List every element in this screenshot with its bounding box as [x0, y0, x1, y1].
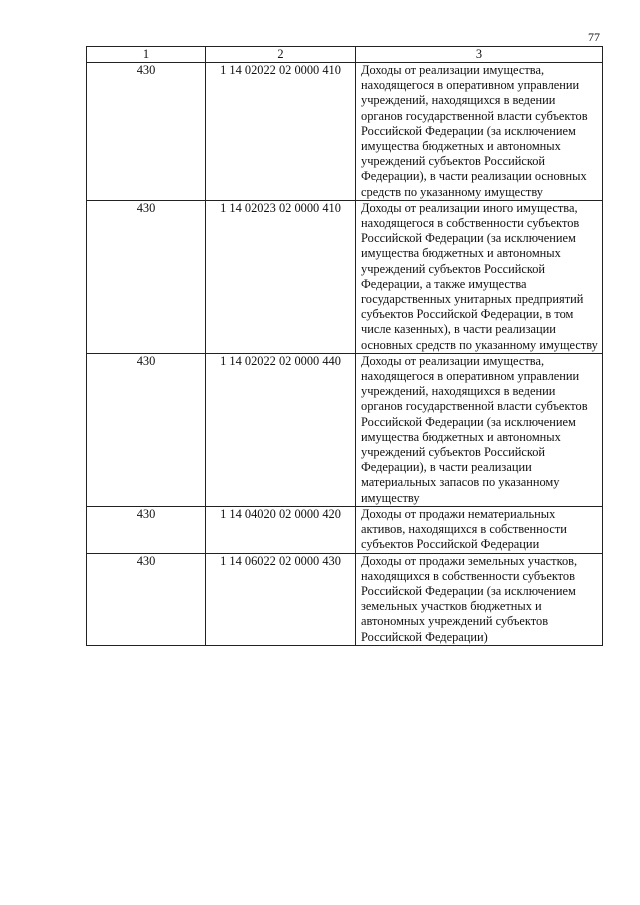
budget-code-cell: 1 14 02023 02 0000 410 [206, 200, 356, 353]
table-row [87, 63, 603, 201]
table-header [87, 47, 603, 63]
description-cell: Доходы от продажи нематериальных активов, находящихся в собственности субъектов Российской Федерации [356, 506, 603, 553]
revenue-codes-table [86, 46, 603, 646]
table-row [87, 353, 603, 506]
budget-code-cell: 1 14 02022 02 0000 410 [206, 63, 356, 201]
header-row [87, 47, 603, 63]
page-number: 77 [588, 30, 600, 44]
table-body [87, 63, 603, 646]
column-header-3: 3 [356, 47, 603, 63]
table-row [87, 553, 603, 645]
description-cell: Доходы от реализации имущества, находящегося в оперативном управлении учреждений, находящихся в ведении органов государственной власти субъектов Российской Федерации (за исключением имущества бюджетных и автономных учреждений субъектов Российской Федерации), в части реализации основных средств по указанному имуществу [356, 63, 603, 201]
budget-code-cell: 1 14 04020 02 0000 420 [206, 506, 356, 553]
description-cell: Доходы от реализации иного имущества, находящегося в собственности субъектов Российской Федерации (за исключением имущества бюджетных и автономных учреждений субъектов Российской Федерации, а также имущества государственных унитарных предприятий субъектов Российской Федерации, в том числе казенных), в части реализации основных средств по указанному имуществу [356, 200, 603, 353]
column-header-1: 1 [87, 47, 206, 63]
budget-code-cell: 1 14 02022 02 0000 440 [206, 353, 356, 506]
table-row [87, 200, 603, 353]
budget-code-cell: 1 14 06022 02 0000 430 [206, 553, 356, 645]
admin-code-cell: 430 [87, 506, 206, 553]
admin-code-cell: 430 [87, 353, 206, 506]
description-cell: Доходы от продажи земельных участков, находящихся в собственности субъектов Российской Федерации (за исключением земельных участков бюджетных и автономных учреждений субъектов Российской Федерации) [356, 553, 603, 645]
admin-code-cell: 430 [87, 63, 206, 201]
description-cell: Доходы от реализации имущества, находящегося в оперативном управлении учреждений, находящихся в ведении органов государственной власти субъектов Российской Федерации (за исключением имущества бюджетных и автономных учреждений субъектов Российской Федерации), в части реализации материальных запасов по указанному имуществу [356, 353, 603, 506]
admin-code-cell: 430 [87, 553, 206, 645]
table-row [87, 506, 603, 553]
admin-code-cell: 430 [87, 200, 206, 353]
column-header-2: 2 [206, 47, 356, 63]
